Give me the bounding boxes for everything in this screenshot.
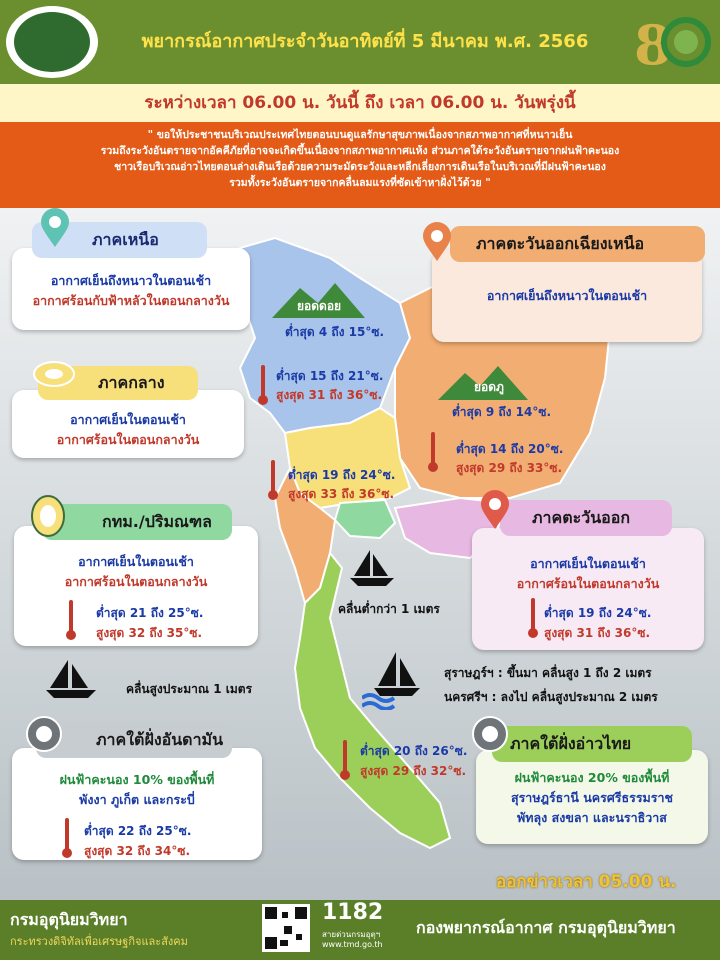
bangkok-region-shape <box>335 500 395 538</box>
forecast-period: ระหว่างเวลา 06.00 น. วันนี้ ถึง เวลา 06.00 น. วันพรุ่งนี้ <box>144 93 576 113</box>
north-tmin: ต่ำสุด 15 ถึง 21°ซ. <box>276 369 384 383</box>
anniversary-logo <box>628 6 714 78</box>
warning-line: ชาวเรือบริเวณอ่าวไทยตอนล่างเดินเรือด้วยความระมัดระวังและหลีกเลี่ยงการเดินเรือในบริเวณที่มีฝนฟ้าคะนอง <box>114 161 606 173</box>
hotline-number: 1182 <box>322 900 384 925</box>
bangkok-line2: อากาศร้อนในตอนกลางวัน <box>64 574 208 589</box>
south-west-label: ภาคใต้ฝั่งอันดามัน <box>36 722 232 758</box>
bangkok-label: กทม./ปริมณฑล <box>42 504 232 540</box>
footer-ministry: กระทรวงดิจิทัลเพื่อเศรษฐกิจและสังคม <box>10 935 188 948</box>
location-pin-icon <box>420 222 454 262</box>
peak-name-northeast: ยอดภู <box>474 380 504 394</box>
east-tmax: สูงสุด 31 ถึง 36°ซ. <box>544 626 651 640</box>
location-pin-icon <box>24 714 64 758</box>
warning-banner <box>0 122 720 208</box>
northeast-line1: อากาศเย็นถึงหนาวในตอนเช้า <box>486 288 648 303</box>
boat-icon <box>44 658 98 702</box>
bangkok-line1: อากาศเย็นในตอนเช้า <box>78 554 194 569</box>
central-label: ภาคกลาง <box>38 366 198 400</box>
south-west-line1: ฝนฟ้าคะนอง 10% ของพื้นที่ <box>59 772 215 787</box>
south-east-line1: ฝนฟ้าคะนอง 20% ของพื้นที่ <box>514 770 670 785</box>
central-card <box>12 390 244 458</box>
south-west-line2: พังงา ภูเก็ต และกระบี่ <box>79 792 195 807</box>
footer-division: กองพยากรณ์อากาศ กรมอุตุนิยมวิทยา <box>416 918 676 937</box>
andaman-wave: คลื่นสูงประมาณ 1 เมตร <box>126 682 253 696</box>
location-pin-icon <box>470 714 510 758</box>
thermometer-icon <box>268 460 278 500</box>
central-line2: อากาศร้อนในตอนกลางวัน <box>56 432 200 447</box>
boat-icon <box>348 548 396 588</box>
south-east-tmin: ต่ำสุด 20 ถึง 26°ซ. <box>360 744 468 758</box>
northeast-card <box>432 250 702 342</box>
south-east-line3: พัทลุง สงขลา และนราธิวาส <box>517 810 667 825</box>
warning-line: " ขอให้ประชาชนบริเวณประเทศไทยตอนบนดูแลรักษาสุขภาพเนื่องจากสภาพอากาศที่หนาวเย็น <box>147 129 573 141</box>
east-line2: อากาศร้อนในตอนกลางวัน <box>516 576 660 591</box>
central-line1: อากาศเย็นในตอนเช้า <box>70 412 186 427</box>
gulf-lower-wave-1: สุราษฎร์ฯ : ขึ้นมา คลื่นสูง 1 ถึง 2 เมตร <box>444 666 652 680</box>
footer-dept: กรมอุตุนิยมวิทยา <box>10 910 128 929</box>
north-label: ภาคเหนือ <box>32 222 207 258</box>
warning-line: รวมทั้งระวังอันตรายจากคลื่นลมแรงที่ซัดเข้าหาฝั่งไว้ด้วย " <box>229 177 491 189</box>
thermometer-icon <box>258 365 268 405</box>
thermometer-icon <box>340 740 350 780</box>
thermometer-icon <box>66 600 76 640</box>
bangkok-tmin: ต่ำสุด 21 ถึง 25°ซ. <box>96 606 204 620</box>
thermometer-icon <box>62 818 72 858</box>
north-line2: อากาศร้อนกับฟ้าหลัวในตอนกลางวัน <box>32 293 230 308</box>
gulf-upper-wave: คลื่นต่ำกว่า 1 เมตร <box>338 602 440 616</box>
east-tmin: ต่ำสุด 19 ถึง 24°ซ. <box>544 606 652 620</box>
south-west-tmax: สูงสุด 32 ถึง 34°ซ. <box>84 844 191 858</box>
page-title: พยากรณ์อากาศประจำวันอาทิตย์ที่ 5 มีนาคม พ.ศ. 2566 <box>141 31 589 52</box>
peak-name-north: ยอดดอย <box>297 299 342 313</box>
peak-temp-northeast: ต่ำสุด 9 ถึง 14°ซ. <box>452 405 552 419</box>
central-tmin: ต่ำสุด 19 ถึง 24°ซ. <box>288 468 396 482</box>
south-east-card <box>476 750 708 844</box>
hotline-label: สายด่วนกรมอุตุฯ <box>322 930 381 939</box>
gulf-lower-wave-2: นครศรีฯ : ลงไป คลื่นสูงประมาณ 2 เมตร <box>444 690 658 704</box>
issued-time: ออกข่าวเวลา 05.00 น. <box>496 872 677 892</box>
east-label: ภาคตะวันออก <box>500 500 672 536</box>
thermometer-icon <box>528 598 538 638</box>
peak-temp-north: ต่ำสุด 4 ถึง 15°ซ. <box>285 325 385 339</box>
bangkok-tmax: สูงสุด 32 ถึง 35°ซ. <box>96 626 203 640</box>
south-west-tmin: ต่ำสุด 22 ถึง 25°ซ. <box>84 824 192 838</box>
boat-icon <box>362 650 422 710</box>
north-tmax: สูงสุด 31 ถึง 36°ซ. <box>276 388 383 402</box>
south-east-label: ภาคใต้ฝั่งอ่าวไทย <box>492 726 692 762</box>
thermometer-icon <box>428 432 438 472</box>
svg-text:8: 8 <box>634 13 672 77</box>
central-tmax: สูงสุด 33 ถึง 36°ซ. <box>288 487 395 501</box>
south-east-line2: สุราษฎร์ธานี นครศรีธรรมราช <box>510 790 674 805</box>
northeast-label: ภาคตะวันออกเฉียงเหนือ <box>450 226 705 262</box>
warning-line: รวมถึงระวังอันตรายจากอัคคีภัยที่อาจจะเกิดขึ้นเนื่องจากสภาพอากาศแห้ง ส่วนภาคใต้ระวังอันตรายจากฝนฟ้าคะนอง <box>100 145 620 157</box>
website-link[interactable]: www.tmd.go.th <box>322 940 383 949</box>
south-east-tmax: สูงสุด 29 ถึง 32°ซ. <box>360 764 467 778</box>
northeast-tmin: ต่ำสุด 14 ถึง 20°ซ. <box>456 442 564 456</box>
location-pin-icon <box>478 490 512 530</box>
northeast-tmax: สูงสุด 29 ถึง 33°ซ. <box>456 461 563 475</box>
location-pin-icon <box>32 360 76 388</box>
tmd-logo <box>6 6 98 78</box>
location-pin-icon <box>38 208 72 248</box>
north-card <box>12 248 250 330</box>
location-pin-icon <box>28 494 68 542</box>
east-line1: อากาศเย็นในตอนเช้า <box>530 556 646 571</box>
north-line1: อากาศเย็นถึงหนาวในตอนเช้า <box>50 273 212 288</box>
qr-code-icon[interactable] <box>262 904 310 952</box>
